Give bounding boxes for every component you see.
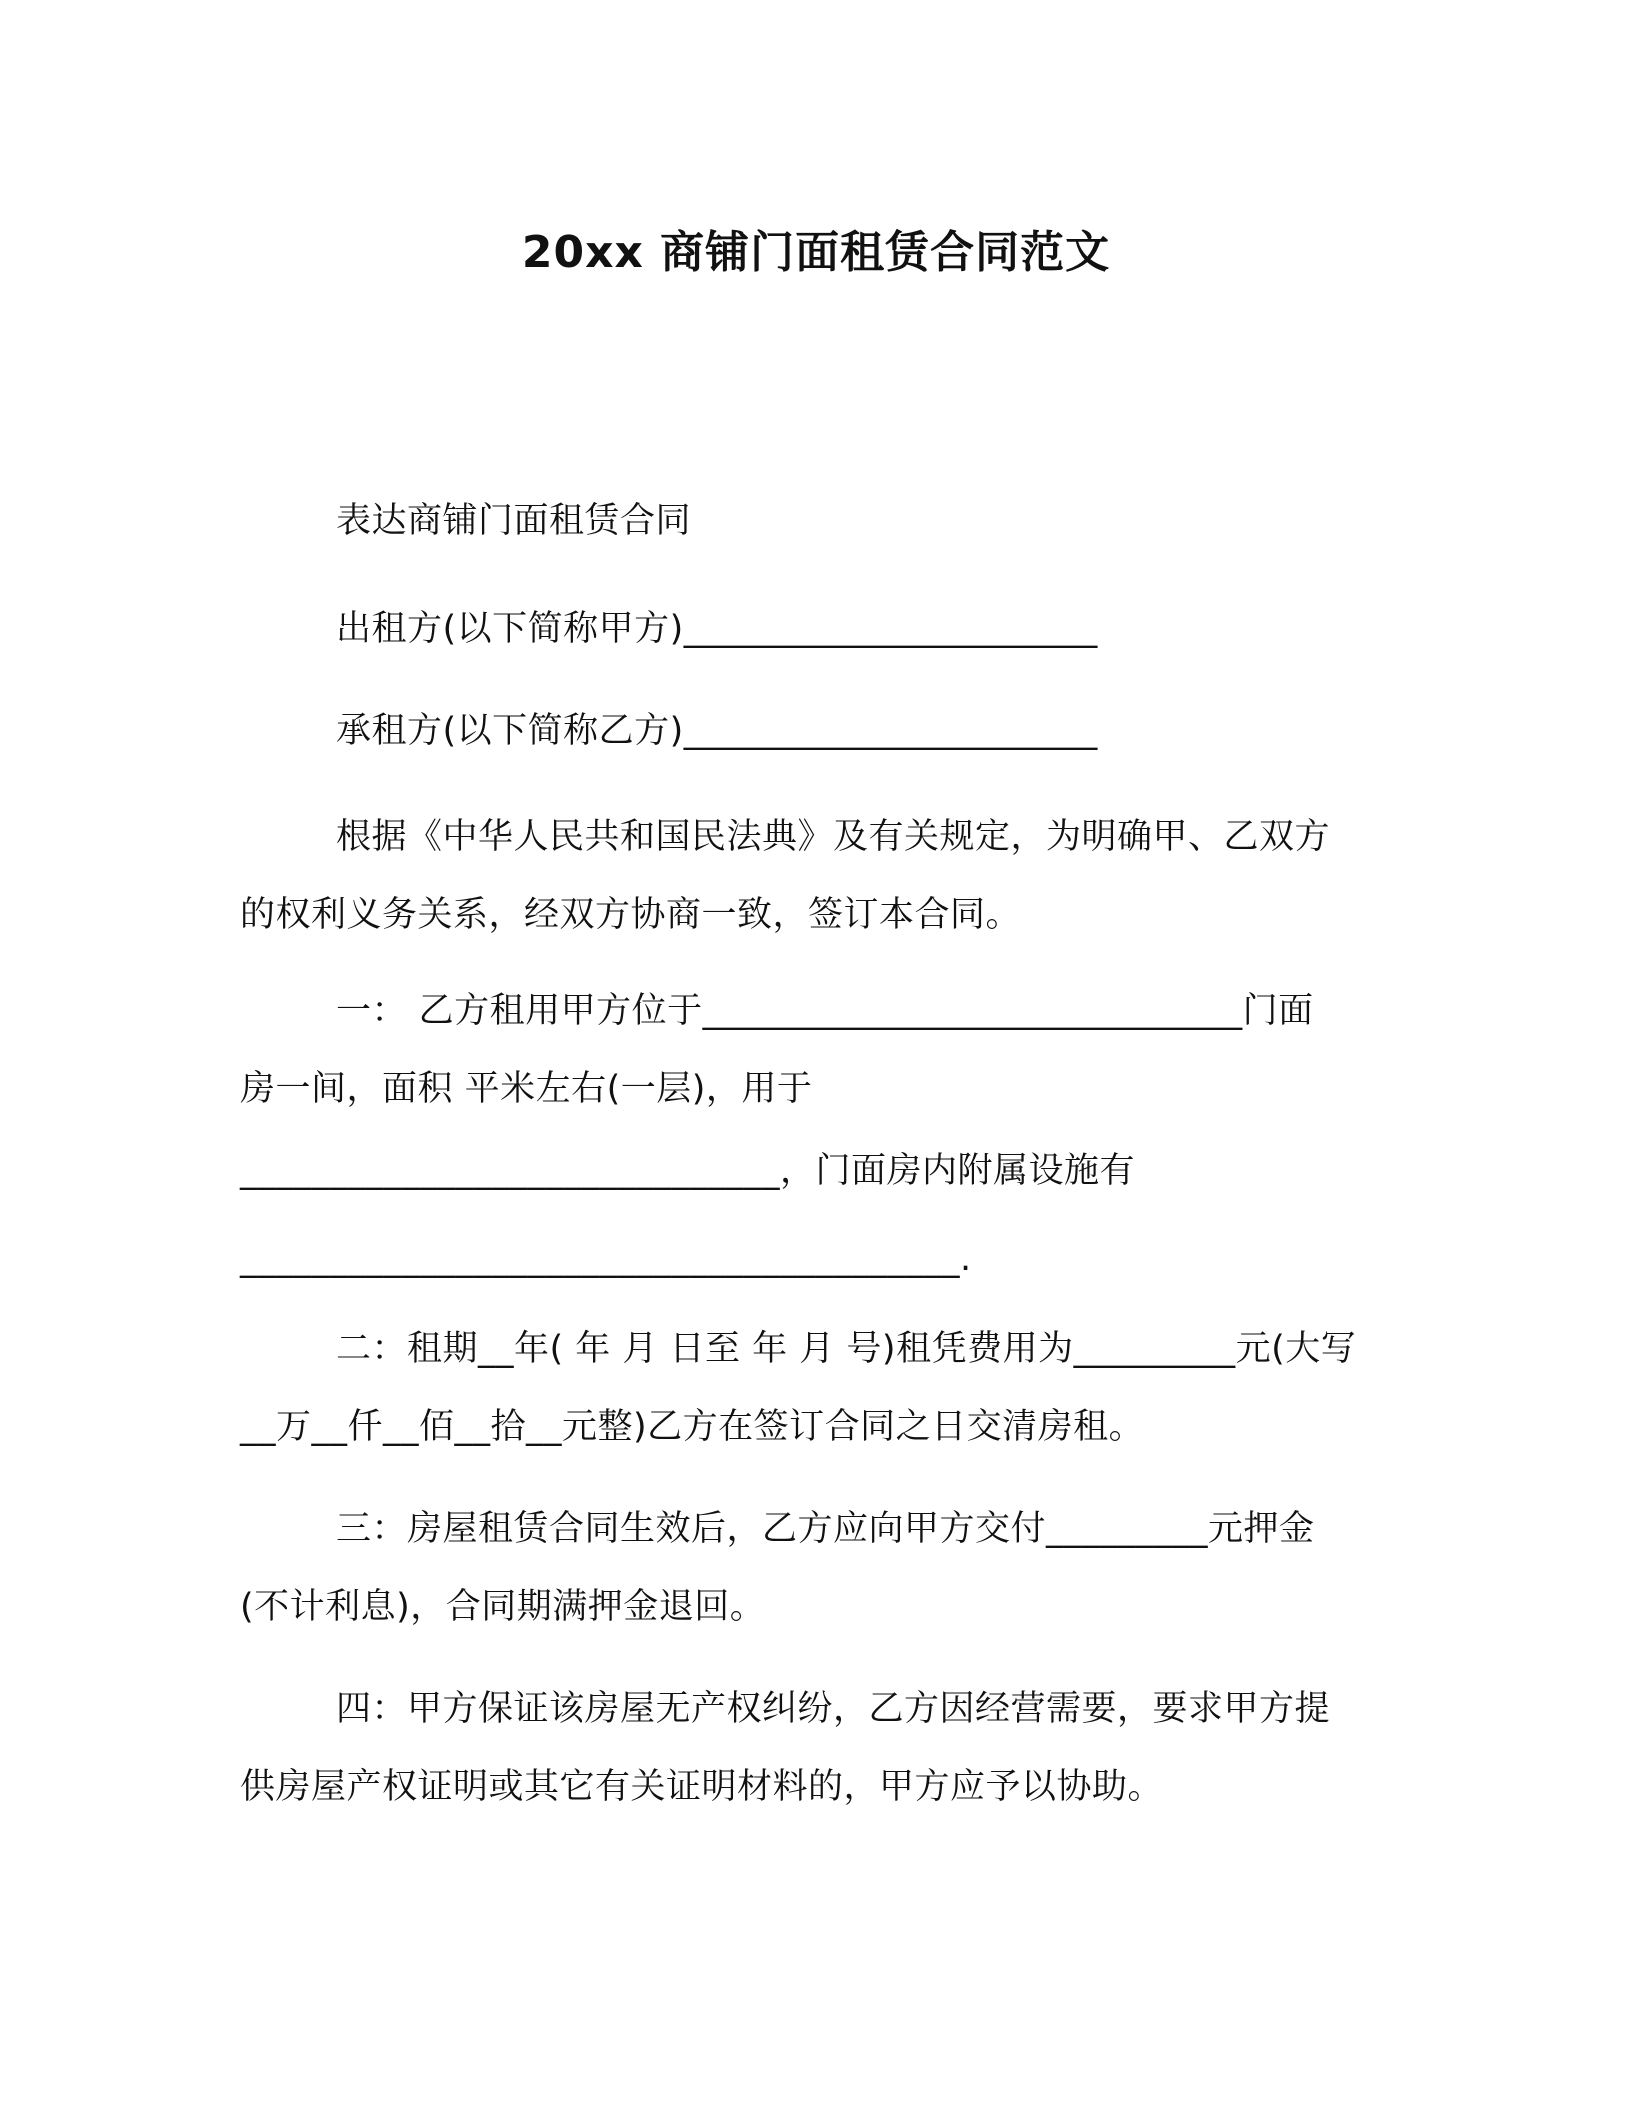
clause-4 <box>240 1670 1390 1826</box>
lessee-line: 承租方(以下简称乙方)_______________________ <box>336 711 1098 751</box>
clause-1-line-3: ______________________________，门面房内附属设施有 <box>240 1151 1136 1191</box>
clause-3-line-2: (不计利息)，合同期满押金退回。 <box>240 1587 766 1627</box>
clause-3-line-1: 三：房屋租赁合同生效后，乙方应向甲方交付_________元押金 <box>336 1509 1315 1549</box>
clause-1-line-4: ________________________________________. <box>240 1239 972 1279</box>
contract-heading: 表达商铺门面租赁合同 <box>336 501 692 541</box>
lessor-line: 出租方(以下简称甲方)_______________________ <box>336 609 1098 649</box>
document-title: 20xx 商铺门面租赁合同范文 <box>521 227 1111 278</box>
clause-1-line-1: 一： 乙方租用甲方位于______________________________门面 <box>336 991 1314 1031</box>
basis-line-1: 根据《中华人民共和国民法典》及有关规定，为明确甲、乙双方 <box>336 817 1331 857</box>
basis-paragraph <box>240 798 1390 954</box>
clause-2 <box>240 1310 1390 1466</box>
basis-line-2: 的权利义务关系，经双方协商一致，签订本合同。 <box>240 895 1022 935</box>
clause-1-line-2: 房一间，面积 平米左右(一层)，用于 <box>240 1069 813 1109</box>
clause-4-line-1: 四：甲方保证该房屋无产权纠纷，乙方因经营需要，要求甲方提 <box>336 1689 1331 1729</box>
clause-3 <box>240 1490 1390 1646</box>
clause-1 <box>240 972 1390 1298</box>
clause-2-line-2: __万__仟__佰__拾__元整)乙方在签订合同之日交清房租。 <box>240 1407 1145 1447</box>
clause-4-line-2: 供房屋产权证明或其它有关证明材料的，甲方应予以协助。 <box>240 1767 1164 1807</box>
clause-2-line-1: 二：租期__年( 年 月 日至 年 月 号)租凭费用为_________元(大写 <box>336 1329 1357 1369</box>
